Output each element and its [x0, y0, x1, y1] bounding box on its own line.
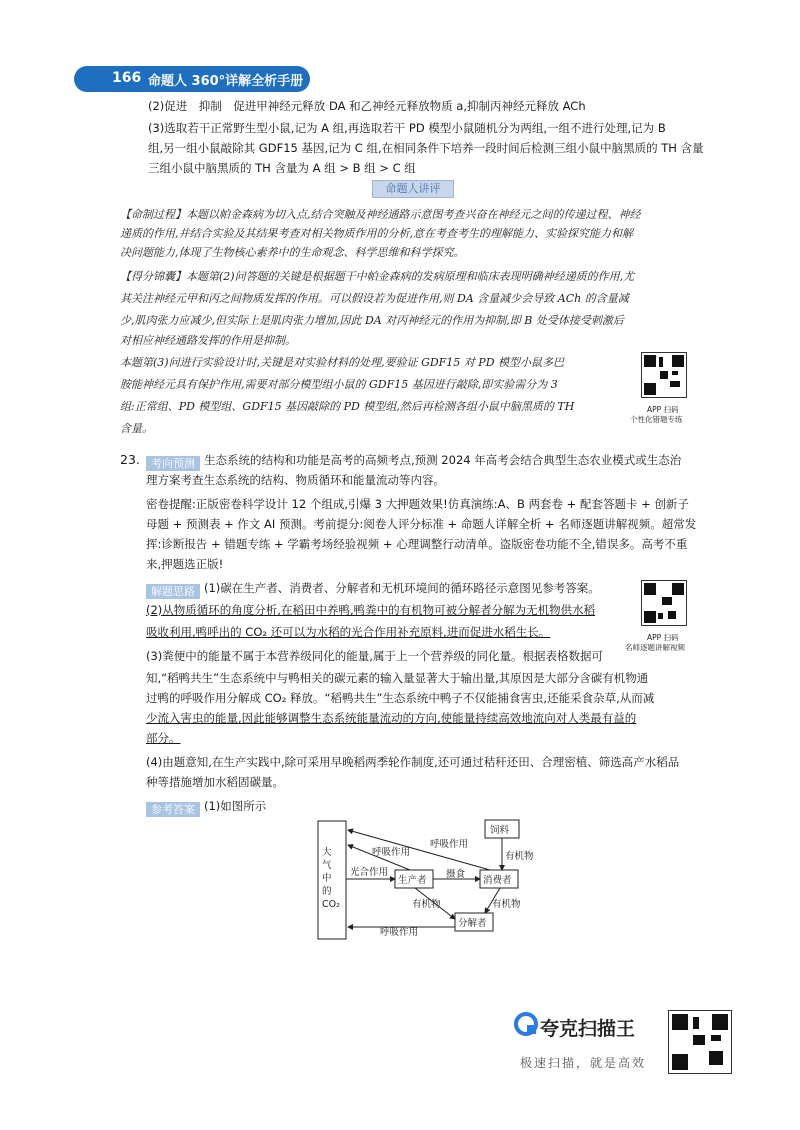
diagram-label: 呼吸作用 [372, 847, 411, 858]
answer-intro: (1)如图所示 [204, 799, 267, 813]
solve-line: 少流入害虫的能量,因此能够调整生态系统能量流动的方向,使能量持续高效地流向对人类最有益的 [146, 711, 637, 725]
commentary-line: 组:正常组、PD 模型组、GDF15 基因敲除的 PD 模型组,然后再检测各组小鼠中脑黑质的 TH [120, 400, 575, 413]
commentary-line: 少,肌肉张力应减少,但实际上是肌肉张力增加,因此 DA 对丙神经元的作用为抑制,即 B 处受体接受刺激后 [120, 314, 624, 327]
brand-name: 夸克扫描王 [540, 1018, 636, 1040]
diagram-label: 有机物 [505, 851, 534, 862]
promo-line: 来,押题选正版! [146, 557, 224, 571]
atmosphere-label: 大气中的CO₂ [322, 847, 340, 910]
solve-line: (4)由题意知,在生产实践中,除可采用早晚稻两季轮作制度,还可通过秸秆还田、合理密植、筛选高产水稻品 [146, 755, 680, 769]
decomposer-label: 分解者 [458, 918, 487, 929]
answer-tag: 参考答案 [146, 798, 200, 817]
solve-line: 吸收利用,鸭呼出的 CO₂ 还可以为水稻的光合作用补充原料,进而促进水稻生长。 [146, 625, 551, 639]
commentary-tag: 命题人讲评 [372, 180, 454, 198]
answer-line: 组,另一组小鼠敲除其 GDF15 基因,记为 C 组,在相同条件下培养一段时间后检测三组小鼠中脑黑质的 TH 含量 [148, 141, 704, 155]
diagram-label: 呼吸作用 [430, 839, 469, 850]
qr-code-icon[interactable] [641, 352, 687, 398]
brand-slogan: 极速扫描，就是高效 [520, 1056, 647, 1070]
solve-tag: 解题思路 [146, 580, 200, 599]
commentary-line: 胺能神经元具有保护作用,需要对部分模型组小鼠的 GDF15 基因进行敲除,即实验需分为 3 [120, 378, 558, 391]
promo-line: 母题 + 预测表 + 作文 AI 预测。考前提分:阅卷人评分标准 + 命题人详解全析 + 名师逐题讲解视频。超常发 [146, 517, 697, 531]
scanner-logo-icon [514, 1012, 538, 1036]
q23-line: 生态系统的结构和功能是高考的高频考点,预测 2024 年高考会结合典型生态农业模式或生态治 [204, 453, 682, 467]
producer-label: 生产者 [398, 875, 427, 886]
diagram-label: 有机物 [412, 899, 441, 910]
promo-line: 挥:诊断报告 + 错题专练 + 学霸考场经验视频 + 心理调整行动清单。盗版密卷功能不全,错误多。高考不重 [146, 537, 688, 551]
question-number: 23. [120, 452, 140, 467]
answer-line: (3)选取若干正常野生型小鼠,记为 A 组,再选取若干 PD 模型小鼠随机分为两组,一组不进行处理,记为 B [148, 121, 666, 135]
solve-line: 种等措施增加水稻固碳量。 [146, 775, 284, 789]
qr-caption: APP 扫码 [647, 405, 679, 414]
solve-line: 部分。 [146, 731, 181, 745]
commentary-line: 对相应神经通路发挥的作用是抑制。 [120, 334, 296, 347]
qr-caption: 名师逐题讲解视频 [625, 643, 685, 652]
solve-line: (1)碳在生产者、消费者、分解者和无机环境间的循环路径示意图见参考答案。 [204, 581, 600, 595]
book-title: 命题人 360°详解全析手册 [148, 74, 304, 89]
diagram-label: 摄食 [446, 869, 466, 880]
solve-line: (2)从物质循环的角度分析,在稻田中养鸭,鸭粪中的有机物可被分解者分解为无机物供水稻 [146, 603, 596, 617]
commentary-line: 递质的作用,并结合实验及其结果考查对相关物质作用的分析,意在考查考生的理解能力、实验探究能力和解 [120, 227, 633, 240]
commentary-line: 【得分锦囊】本题第(2)问答题的关键是根据题干中帕金森病的发病原理和临床表现明确神经递质的作用,尤 [120, 270, 635, 283]
qr-code-icon[interactable] [641, 580, 687, 626]
solve-line: 过鸭的呼吸作用分解成 CO₂ 释放。“稻鸭共生”生态系统中鸭子不仅能捕食害虫,还能采食杂草,从而减 [146, 691, 655, 705]
answer-line: 三组小鼠中脑黑质的 TH 含量为 A 组 > B 组 > C 组 [148, 161, 416, 175]
commentary-line: 【命制过程】本题以帕金森病为切入点,结合突触及神经通路示意图考查兴奋在神经元之间的传递过程、神经 [120, 208, 641, 221]
answer-line: (2)促进 抑制 促进甲神经元释放 DA 和乙神经元释放物质 a,抑制丙神经元释放 ACh [148, 99, 586, 113]
feed-label: 饲料 [490, 825, 510, 836]
forecast-tag: 考向预测 [146, 452, 200, 471]
footer-qr-code-icon[interactable] [668, 1010, 732, 1074]
promo-line: 密卷提醒:正版密卷科学设计 12 个组成,引爆 3 大押题效果!仿真演练:A、B 两套卷 + 配套答题卡 + 创新子 [146, 497, 689, 511]
qr-caption: APP 扫码 [647, 633, 679, 642]
commentary-line: 决问题能力,体现了生物核心素养中的生命观念、科学思维和科学探究。 [120, 246, 465, 259]
commentary-line: 含量。 [120, 422, 153, 435]
solve-line: (3)粪便中的能量不属于本营养级同化的能量,属于上一个营养级的同化量。根据表格数据可 [146, 649, 603, 663]
diagram-label: 有机物 [492, 899, 521, 910]
commentary-line: 本题第(3)问进行实验设计时,关键是对实验材料的处理,要验证 GDF15 对 PD 模型小鼠多巴 [120, 356, 565, 369]
commentary-line: 其关注神经元甲和丙之间物质发挥的作用。可以假设若为促进作用,则 DA 含量减少会导致 ACh 的含量减 [120, 292, 629, 305]
qr-caption: 个性化错题专练 [630, 415, 683, 424]
q23-line: 理方案考查生态系统的结构、物质循环和能量流动等内容。 [146, 473, 445, 487]
page-number: 166 [112, 70, 142, 86]
diagram-label: 呼吸作用 [380, 927, 419, 938]
consumer-label: 消费者 [483, 875, 512, 886]
diagram-label: 光合作用 [350, 867, 389, 878]
solve-line: 知,“稻鸭共生”生态系统中与鸭相关的碳元素的输入量显著大于输出量,其原因是大部分含碳有机物通 [146, 671, 649, 685]
